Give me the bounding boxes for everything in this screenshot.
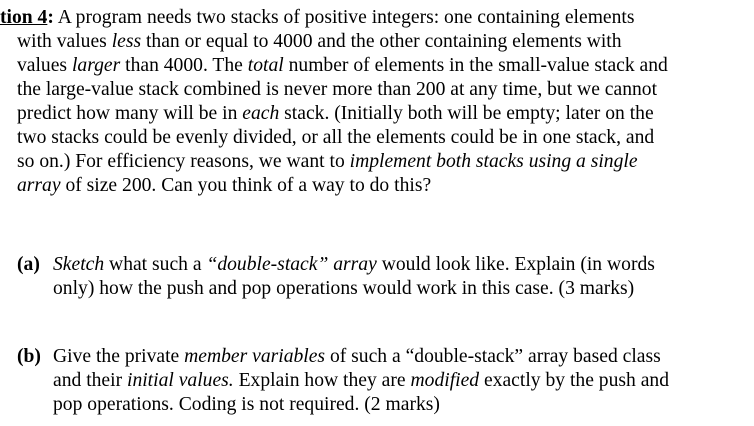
question-line xyxy=(17,30,622,54)
question-line xyxy=(0,6,635,30)
text-run: exactly by the push and xyxy=(479,370,669,391)
part-b-line xyxy=(53,369,669,393)
emphasized-text: “double-stack” array xyxy=(206,254,377,275)
question-heading: tion 4 xyxy=(0,7,48,28)
text-run: than 4000. The xyxy=(120,55,248,76)
emphasized-text: modified xyxy=(410,370,480,391)
text-run: number of elements in the small-value stack and xyxy=(283,55,668,76)
text-run: only) how the push and pop operations would work in this case. (3 marks) xyxy=(53,278,635,299)
emphasized-text: less xyxy=(111,31,142,52)
emphasized-text: each xyxy=(242,103,280,124)
part-a-line xyxy=(53,253,655,277)
part-a-label: (a) xyxy=(17,254,40,275)
emphasized-text: member variables xyxy=(184,346,326,367)
emphasized-text: initial values. xyxy=(127,370,234,391)
text-run: what such a xyxy=(104,254,207,275)
emphasized-text: total xyxy=(247,55,284,76)
text-run: and their xyxy=(53,370,127,391)
text-run: of size 200. Can you think of a way to do this? xyxy=(60,175,432,196)
text-run: than or equal to 4000 and the other containing elements with xyxy=(141,31,622,52)
emphasized-text: larger xyxy=(71,55,121,76)
part-a-line xyxy=(53,277,634,301)
text-run: values xyxy=(17,55,72,76)
question-line xyxy=(17,150,638,174)
text-run: pop operations. Coding is not required. (2 marks) xyxy=(53,394,440,415)
question-line xyxy=(17,54,668,78)
text-run: Explain how they are xyxy=(233,370,411,391)
text-run: would look like. Explain (in words xyxy=(376,254,655,275)
question-line xyxy=(17,126,654,150)
question-line xyxy=(17,78,657,102)
text-run: A program needs two stacks of positive integers: one containing elements xyxy=(53,7,635,28)
text-run: two stacks could be evenly divided, or all the elements could be in one stack, and xyxy=(17,127,655,148)
text-run: predict how many will be in xyxy=(17,103,243,124)
question-line xyxy=(17,102,654,126)
question-line xyxy=(17,174,431,198)
emphasized-text: Sketch xyxy=(53,254,105,275)
text-run: Give the private xyxy=(53,346,185,367)
question-line-text xyxy=(54,7,635,28)
emphasized-text: array xyxy=(17,175,61,196)
part-b-line xyxy=(53,345,661,369)
question-heading-colon: : xyxy=(47,7,54,28)
text-run: the large-value stack combined is never more than 200 at any time, but we cannot xyxy=(17,79,658,100)
text-run: of such a “double-stack” array based class xyxy=(325,346,661,367)
emphasized-text: implement both stacks using a single xyxy=(349,151,638,172)
text-run: stack. (Initially both will be empty; later on the xyxy=(279,103,654,124)
part-b-line xyxy=(53,393,440,417)
text-run: with values xyxy=(17,31,112,52)
text-run: so on.) For efficiency reasons, we want to xyxy=(17,151,350,172)
part-b-label: (b) xyxy=(17,346,41,367)
